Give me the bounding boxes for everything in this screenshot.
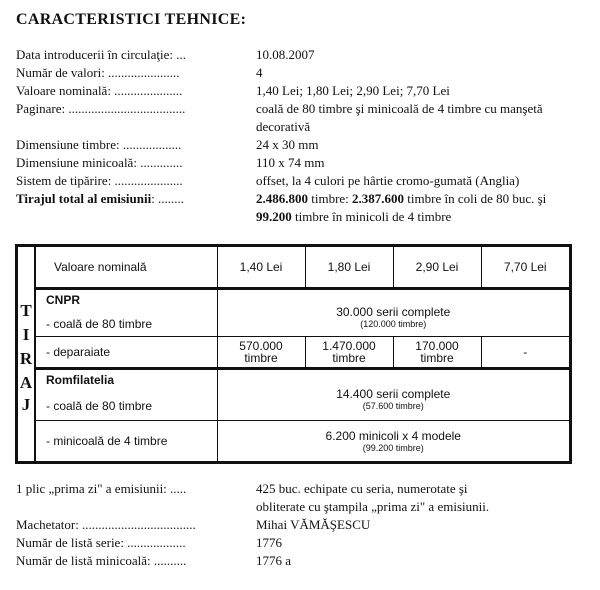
footer-label: 1 plic „prima zi" a emisiunii: ..... (16, 481, 187, 496)
romfilatelia-mini-value-cell (217, 421, 569, 462)
romfilatelia-mini-value-small: (99.200 timbre) (362, 443, 424, 454)
footer-label: Număr de listă minicoală: .......... (16, 553, 187, 568)
spec-value: 10.08.2007 (256, 47, 315, 62)
header-value: 7,70 Lei (481, 247, 569, 289)
separate-unit: timbre (420, 351, 454, 365)
table-row (36, 247, 569, 289)
romfilatelia-mini-label: - minicoală de 4 timbre (36, 421, 217, 462)
footer-value: Mihai VĂMĂŞESCU (256, 517, 371, 532)
separate-unit: timbre (332, 351, 366, 365)
spec-label: Sistem de tipărire: ..................... (16, 173, 183, 188)
romfilatelia-title: Romfilatelia (46, 373, 115, 387)
separate-number: 170.000 (415, 339, 459, 353)
minisheet-text: timbre în minicoli de 4 timbre (291, 209, 452, 224)
footer-label: Număr de listă serie: .................. (16, 535, 186, 550)
table-row (36, 421, 569, 462)
spec-value-cont (256, 208, 596, 225)
tiraj-side-label (18, 247, 36, 461)
cnpr-title: CNPR (46, 293, 81, 307)
sheet-text: timbre în coli de 80 buc. şi (404, 191, 547, 206)
spec-value-cont: decorativă (256, 119, 311, 134)
header-value: 1,80 Lei (305, 247, 393, 289)
romfilatelia-sheet-value-cell (217, 369, 569, 421)
side-letter: J (21, 395, 31, 414)
table-row (36, 369, 569, 421)
cnpr-sheet-value: 30.000 serii complete (336, 305, 451, 319)
romfilatelia-sheet-label: - coală de 80 timbre (46, 399, 153, 413)
minisheet-value: 99.200 (256, 209, 292, 224)
total-label-dots: : ........ (151, 191, 185, 206)
cnpr-separate-label: - deparaiate (36, 337, 217, 369)
spec-label: Valoare nominală: ..................... (16, 83, 183, 98)
header-value: 2,90 Lei (393, 247, 481, 289)
spec-label: Paginare: .................................... (16, 101, 186, 116)
total-text: timbre: (308, 191, 353, 206)
header-value: 1,40 Lei (217, 247, 305, 289)
spec-value: 24 x 30 mm (256, 137, 319, 152)
separate-cell (217, 337, 305, 369)
table-row (36, 289, 569, 337)
side-letter: R (19, 349, 33, 368)
romfilatelia-sheet-value-small: (57.600 timbre) (362, 401, 424, 411)
spec-value: 110 x 74 mm (256, 155, 325, 170)
spec-value (256, 190, 596, 207)
separate-cell (481, 337, 569, 369)
cnpr-cell (36, 289, 217, 337)
footer-label: Machetator: ................................... (16, 517, 196, 532)
spec-label: Dimensiune minicoală: ............. (16, 155, 183, 170)
spec-value: 4 (256, 65, 263, 80)
separate-number: - (523, 345, 528, 359)
page-title: CARACTERISTICI TEHNICE: (16, 11, 247, 28)
spec-value: coală de 80 timbre şi minicoală de 4 timbre cu manşetă (256, 101, 543, 116)
spec-value: 1,40 Lei; 1,80 Lei; 2,90 Lei; 7,70 Lei (256, 83, 450, 98)
footer-value: 1776 (256, 535, 282, 550)
header-label: Valoare nominală (36, 247, 217, 289)
spec-label (16, 190, 246, 207)
spec-value: offset, la 4 culori pe hârtie cromo-gumată (Anglia) (256, 173, 520, 188)
romfilatelia-mini-value: 6.200 minicoli x 4 modele (325, 429, 461, 444)
romfilatelia-sheet-value: 14.400 serii complete (336, 387, 451, 401)
spec-label: Număr de valori: ...................... (16, 65, 180, 80)
side-letter: A (19, 373, 33, 392)
side-letter: T (20, 301, 32, 320)
spec-label: Data introducerii în circulaţie: ... (16, 47, 187, 62)
separate-unit: timbre (244, 351, 278, 365)
total-label: Tirajul total al emisiunii (16, 191, 152, 206)
separate-cell (305, 337, 393, 369)
total-value: 2.486.800 (256, 191, 308, 206)
sheet-value: 2.387.600 (352, 191, 405, 206)
separate-number: 1.470.000 (322, 339, 376, 353)
footer-value-cont: obliterate cu ştampila „prima zi" a emisiunii. (256, 499, 490, 514)
print-run-table (15, 244, 572, 464)
romfilatelia-cell (36, 369, 217, 421)
cnpr-sheet-value-cell (217, 289, 569, 337)
table-row (36, 337, 569, 369)
cnpr-sheet-label: - coală de 80 timbre (46, 317, 153, 331)
separate-number: 570.000 (239, 339, 283, 353)
side-letter: I (22, 325, 30, 344)
spec-label: Dimensiune timbre: .................. (16, 137, 182, 152)
footer-value: 1776 a (256, 553, 292, 568)
footer-value: 425 buc. echipate cu seria, numerotate şi (256, 481, 468, 496)
separate-cell (393, 337, 481, 369)
cnpr-sheet-value-small: (120.000 timbre) (360, 319, 427, 329)
print-run-grid (36, 247, 569, 462)
